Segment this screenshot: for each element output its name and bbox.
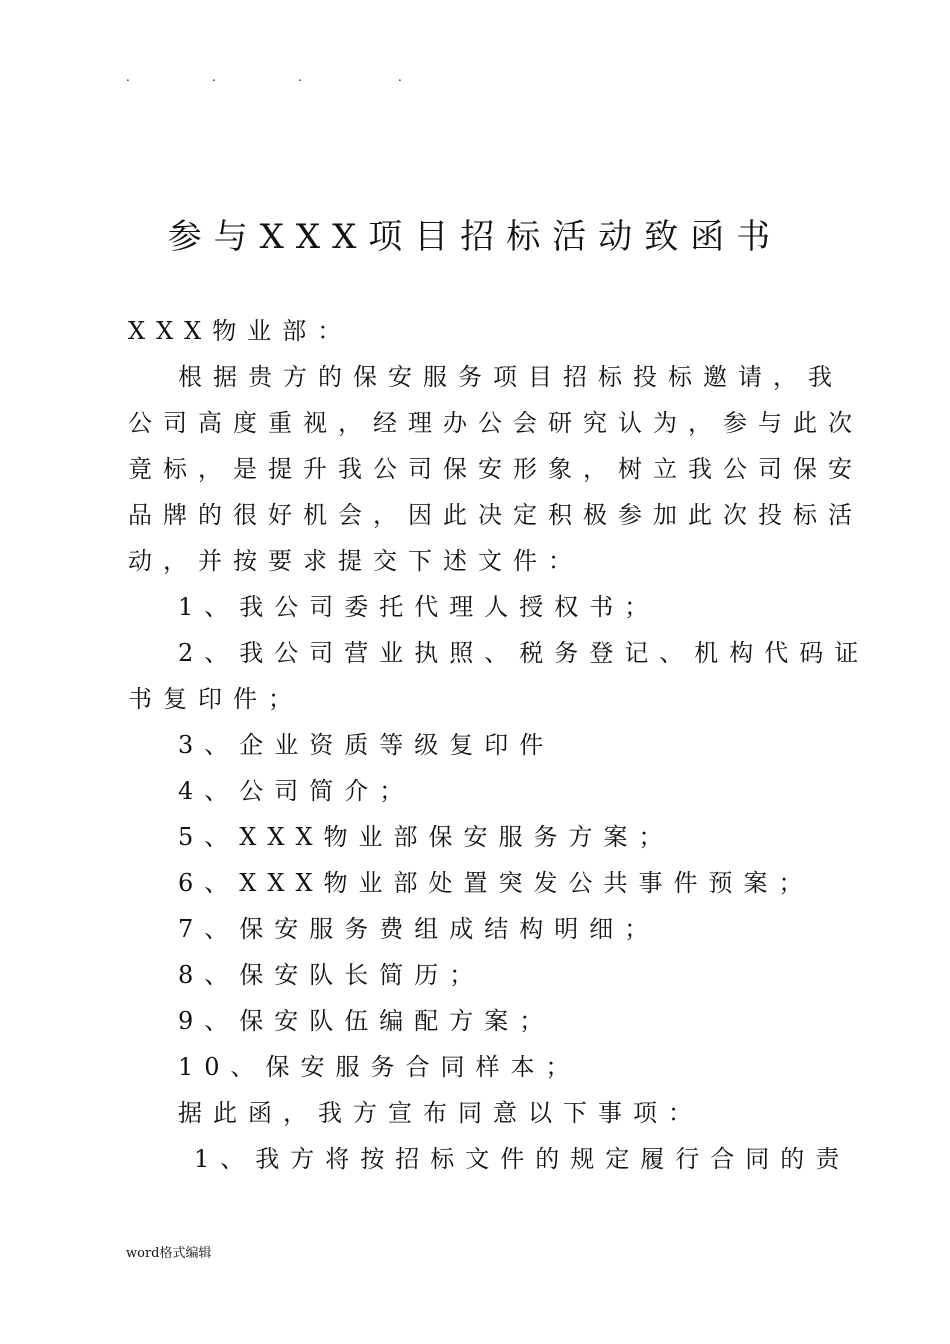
intro-line: 根据贵方的保安服务项目招标投标邀请，我: [178, 363, 843, 391]
intro-line: 竟标，是提升我公司保安形象，树立我公司保安: [128, 455, 863, 483]
document-list-item: 6、XXX物业部处置突发公共事件预案；: [178, 869, 814, 897]
intro-line: 公司高度重视，经理办公会研究认为，参与此次: [128, 409, 863, 437]
document-list-item: 书复印件；: [128, 685, 303, 713]
document-list-item: 10、保安服务合同样本；: [178, 1053, 581, 1081]
document-list-item: 8、保安队长简历；: [178, 961, 485, 989]
intro-line: 动，并按要求提交下述文件：: [128, 547, 583, 575]
document-list-item: 3、企业资质等级复印件: [178, 731, 555, 759]
document-list-item: 2、我公司营业执照、税务登记、机构代码证: [178, 639, 870, 667]
header-dot: .: [126, 70, 130, 84]
document-list-item: 9、保安队伍编配方案；: [178, 1007, 555, 1035]
salutation: XXX物业部：: [128, 317, 353, 345]
document-list-item: 4、公司简介；: [178, 777, 415, 805]
document-list-item: 1、我公司委托代理人授权书；: [178, 593, 660, 621]
intro-line: 品牌的很好机会，因此决定积极参加此次投标活: [128, 501, 863, 529]
header-dot: .: [398, 70, 402, 84]
document-list-item: 5、XXX物业部保安服务方案；: [178, 823, 674, 851]
agreement-item: 1、我方将按招标文件的规定履行合同的责: [194, 1145, 851, 1173]
header-dot: .: [212, 70, 216, 84]
document-title: 参与XXX项目招标活动致函书: [167, 217, 783, 257]
header-dot: .: [298, 70, 302, 84]
document-list-item: 7、保安服务费组成结构明细；: [178, 915, 660, 943]
header-dots: [126, 70, 416, 84]
agreement-intro: 据此函，我方宣布同意以下事项：: [178, 1099, 703, 1127]
footer-text: word格式编辑: [126, 1246, 212, 1261]
